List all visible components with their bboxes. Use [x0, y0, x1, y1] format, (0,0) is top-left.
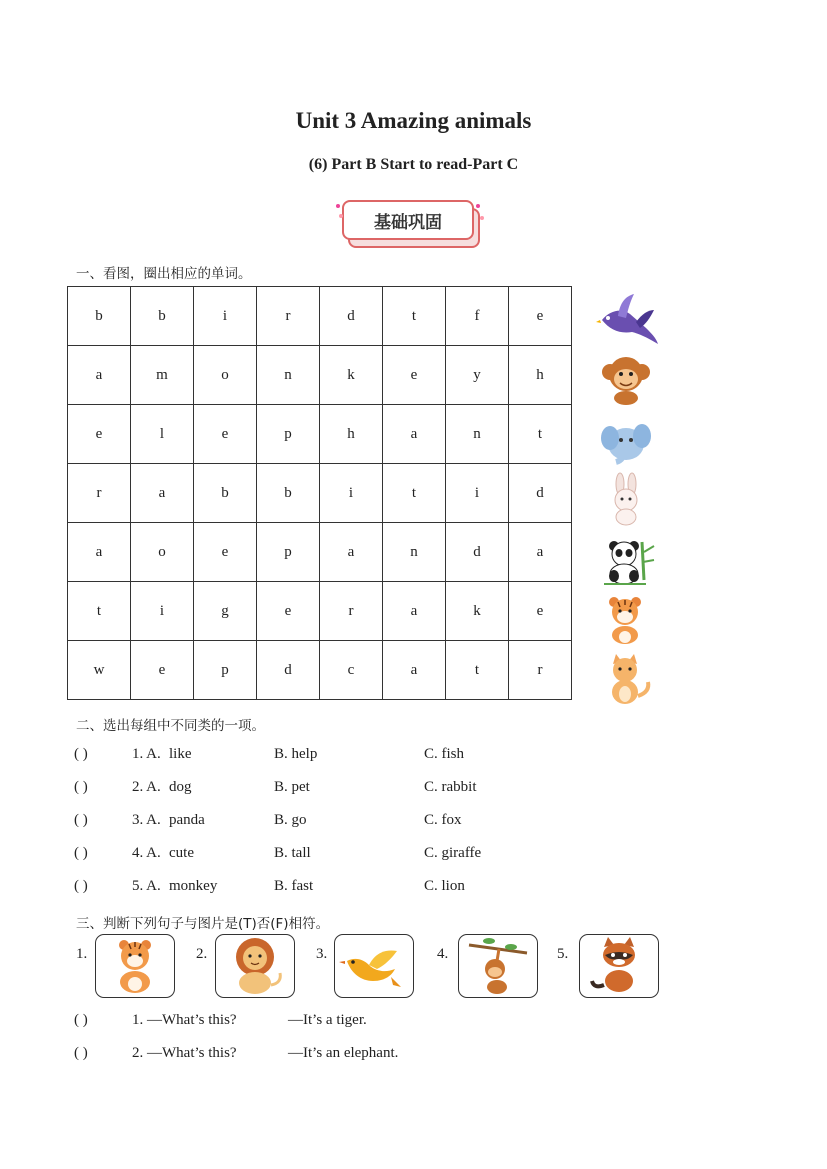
picture-number: 1. [76, 946, 88, 962]
bird-icon [335, 935, 413, 997]
page-subtitle: (6) Part B Start to read-Part C [308, 156, 519, 173]
picture-number: 2. [196, 946, 208, 962]
grid-cell: a [509, 523, 572, 582]
section3-heading: 三、判断下列句子与图片是(T)否(F)相符。 [76, 916, 330, 932]
section1-heading: 一、看图，圈出相应的单词。 [76, 266, 252, 282]
grid-cell: t [383, 287, 446, 346]
grid-cell: t [383, 464, 446, 523]
grid-cell: e [131, 641, 194, 700]
word-search-grid [67, 286, 572, 700]
grid-cell: a [383, 641, 446, 700]
section2-heading: 二、选出每组中不同类的一项。 [76, 718, 265, 734]
page-title: Unit 3 Amazing animals [295, 108, 532, 133]
raccoon-picture [579, 934, 659, 998]
grid-cell: g [194, 582, 257, 641]
grid-row [68, 405, 572, 464]
grid-cell: m [131, 346, 194, 405]
grid-cell: e [194, 523, 257, 582]
question-number: 3. A. [132, 812, 161, 828]
grid-cell: h [320, 405, 383, 464]
grid-row [68, 523, 572, 582]
grid-row [68, 287, 572, 346]
grid-cell: p [257, 405, 320, 464]
answer-blank[interactable]: ( ) [74, 1012, 88, 1028]
grid-cell: o [131, 523, 194, 582]
monkey-icon [459, 935, 537, 997]
grid-cell: p [257, 523, 320, 582]
grid-cell: f [446, 287, 509, 346]
grid-cell: n [257, 346, 320, 405]
option-a: panda [169, 812, 205, 828]
grid-cell: a [320, 523, 383, 582]
option-c: C. fox [424, 812, 462, 828]
answer-text: —It’s an elephant. [288, 1045, 399, 1061]
grid-cell: e [509, 582, 572, 641]
grid-cell: y [446, 346, 509, 405]
grid-cell: a [68, 346, 131, 405]
grid-cell: a [383, 582, 446, 641]
grid-cell: h [509, 346, 572, 405]
option-a: cute [169, 845, 194, 861]
grid-cell: r [320, 582, 383, 641]
option-a: monkey [169, 878, 218, 894]
grid-cell: k [446, 582, 509, 641]
grid-cell: t [68, 582, 131, 641]
answer-blank[interactable]: ( ) [74, 1045, 88, 1061]
grid-cell: r [509, 641, 572, 700]
option-b: B. pet [274, 779, 310, 795]
grid-cell: l [131, 405, 194, 464]
question-number: 1. A. [132, 746, 161, 762]
picture-number: 5. [557, 946, 569, 962]
option-c: C. giraffe [424, 845, 482, 861]
answer-blank[interactable]: ( ) [74, 746, 88, 762]
tiger-icon [96, 935, 174, 997]
rabbit-icon [596, 472, 660, 526]
tiger-icon [596, 592, 660, 646]
grid-cell: d [446, 523, 509, 582]
grid-cell: n [446, 405, 509, 464]
grid-cell: t [509, 405, 572, 464]
tiger-picture [95, 934, 175, 998]
grid-cell: o [194, 346, 257, 405]
monkey-icon [596, 352, 660, 406]
grid-cell: a [383, 405, 446, 464]
grid-cell: e [509, 287, 572, 346]
picture-number: 3. [316, 946, 328, 962]
option-b: B. help [274, 746, 318, 762]
grid-cell: w [68, 641, 131, 700]
option-a: dog [169, 779, 192, 795]
picture-number: 4. [437, 946, 449, 962]
option-b: B. fast [274, 878, 314, 894]
grid-cell: n [383, 523, 446, 582]
option-b: B. go [274, 812, 307, 828]
answer-blank[interactable]: ( ) [74, 845, 88, 861]
grid-cell: t [446, 641, 509, 700]
grid-cell: b [257, 464, 320, 523]
grid-cell: i [131, 582, 194, 641]
answer-blank[interactable]: ( ) [74, 812, 88, 828]
option-a: like [169, 746, 192, 762]
option-c: C. lion [424, 878, 465, 894]
grid-cell: b [68, 287, 131, 346]
grid-cell: e [383, 346, 446, 405]
grid-row [68, 346, 572, 405]
lion-icon [216, 935, 294, 997]
bird-icon [596, 292, 660, 346]
section3-pictures [0, 934, 827, 1000]
grid-cell: c [320, 641, 383, 700]
grid-cell: r [68, 464, 131, 523]
grid-cell: e [257, 582, 320, 641]
grid-cell: a [131, 464, 194, 523]
grid-cell: d [509, 464, 572, 523]
option-c: C. rabbit [424, 779, 477, 795]
grid-cell: d [257, 641, 320, 700]
panda-icon [596, 532, 660, 586]
answer-text: —It’s a tiger. [288, 1012, 367, 1028]
grid-cell: i [320, 464, 383, 523]
grid-cell: i [446, 464, 509, 523]
grid-cell: a [68, 523, 131, 582]
section-badge [342, 200, 480, 246]
question-number: 5. A. [132, 878, 161, 894]
lion-picture [215, 934, 295, 998]
raccoon-icon [580, 935, 658, 997]
question-text: 1. —What’s this? [132, 1012, 237, 1028]
question-number: 4. A. [132, 845, 161, 861]
badge-label: 基础巩固 [342, 200, 474, 240]
option-b: B. tall [274, 845, 311, 861]
grid-cell: p [194, 641, 257, 700]
grid-cell: b [131, 287, 194, 346]
question-text: 2. —What’s this? [132, 1045, 237, 1061]
option-c: C. fish [424, 746, 465, 762]
grid-cell: e [68, 405, 131, 464]
grid-cell: e [194, 405, 257, 464]
grid-cell: k [320, 346, 383, 405]
grid-cell: d [320, 287, 383, 346]
question-number: 2. A. [132, 779, 161, 795]
answer-blank[interactable]: ( ) [74, 878, 88, 894]
grid-cell: r [257, 287, 320, 346]
grid-cell: b [194, 464, 257, 523]
grid-cell: i [194, 287, 257, 346]
elephant-icon [596, 412, 660, 466]
answer-blank[interactable]: ( ) [74, 779, 88, 795]
grid-row [68, 582, 572, 641]
bird-picture [334, 934, 414, 998]
grid-row [68, 464, 572, 523]
cat-icon [596, 652, 660, 706]
monkey-picture [458, 934, 538, 998]
grid-row [68, 641, 572, 700]
